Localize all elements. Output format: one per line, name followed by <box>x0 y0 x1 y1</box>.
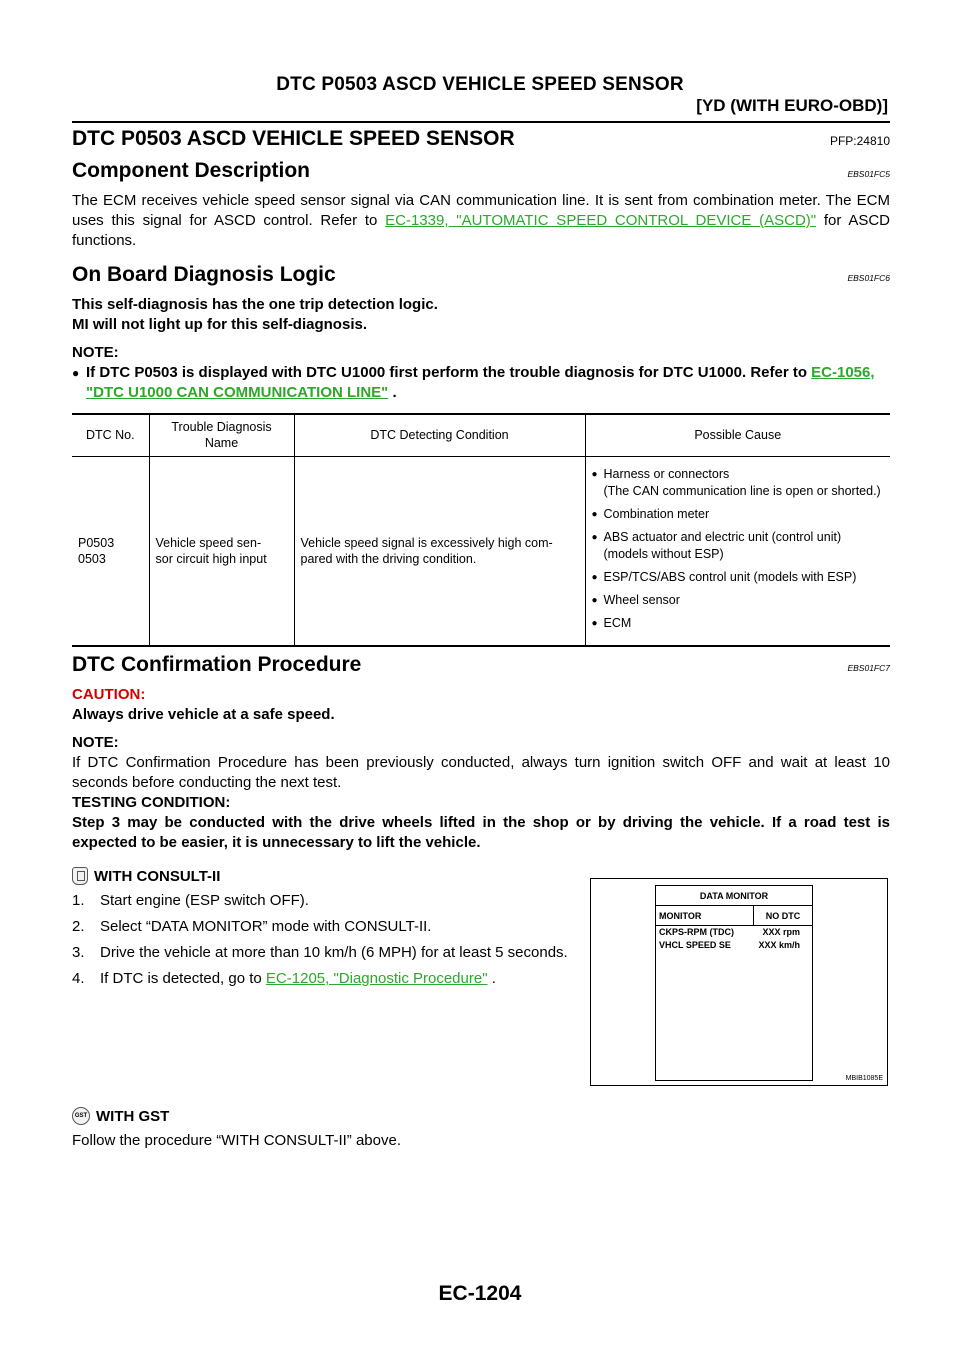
step-text <box>100 969 496 989</box>
list-item <box>592 466 885 500</box>
step-text: Select “DATA MONITOR” mode with CONSULT-II. <box>100 918 432 935</box>
section-part-code: PFP:24810 <box>829 134 890 148</box>
step4-text: If DTC is detected, go to <box>100 970 266 987</box>
list-item <box>592 529 885 563</box>
cause-text: ABS actuator and electric unit (control unit) (models without ESP) <box>603 530 842 562</box>
bullet-icon: ● <box>591 532 598 544</box>
testing-condition-text: Step 3 may be conducted with the drive wheels lifted in the shop or by driving the vehicle. If a road test is expected to be easier, it is unnecessary to lift the vehicle. <box>72 814 890 851</box>
list-item <box>72 969 578 989</box>
obd-note-after: . <box>388 384 397 401</box>
th-possible-cause: Possible Cause <box>585 414 890 456</box>
list-item <box>656 939 812 952</box>
list-item <box>592 506 885 523</box>
component-text-before: The ECM receives vehicle speed sensor signal via CAN communication line. It is sent from combination meter. The ECM uses this signal for ASCD control. Refer to <box>72 192 890 229</box>
header-rule <box>72 121 890 123</box>
monitor-value: XXX rpm <box>762 927 800 937</box>
obd-title <box>72 263 890 287</box>
obd-note-body <box>86 363 890 403</box>
testing-condition-label: TESTING CONDITION: <box>72 794 231 811</box>
section-title <box>72 127 890 151</box>
component-text <box>72 191 890 251</box>
component-text-after: for ASCD functions. <box>72 212 890 249</box>
section-title-text: DTC P0503 ASCD VEHICLE SPEED SENSOR <box>72 127 515 150</box>
component-title <box>72 159 890 183</box>
confirmation-note-label: NOTE: <box>72 734 119 751</box>
cause-text: Wheel sensor <box>603 593 680 608</box>
consult-tool-icon <box>72 867 88 885</box>
monitor-label: CKPS-RPM (TDC) <box>659 927 734 937</box>
bullet-icon: ● <box>591 509 598 521</box>
consult-steps <box>72 891 578 989</box>
screen-title: DATA MONITOR <box>656 886 812 906</box>
confirmation-code: EBS01FC7 <box>847 663 890 673</box>
table-row <box>72 456 890 646</box>
figure-id: MBIB1085E <box>845 1075 883 1082</box>
page-number: EC-1204 <box>438 1282 522 1305</box>
consult-screen <box>655 885 813 1081</box>
obd-code: EBS01FC6 <box>847 273 890 283</box>
bullet-icon: ● <box>591 469 598 481</box>
data-monitor-figure <box>590 878 888 1086</box>
cause-text: ESP/TCS/ABS control unit (models with ESP) <box>603 570 857 585</box>
caution-label: CAUTION: <box>72 686 146 703</box>
gst-tool-icon: GST <box>72 1107 90 1125</box>
obd-line1: This self-diagnosis has the one trip detection logic. <box>72 296 438 313</box>
step-number: 4. <box>72 970 85 987</box>
obd-note-item <box>72 363 890 403</box>
cause-text: Combination meter <box>603 507 710 522</box>
list-item <box>72 917 578 937</box>
step-text: Drive the vehicle at more than 10 km/h (6 MPH) for at least 5 seconds. <box>100 944 568 961</box>
list-item <box>72 891 578 911</box>
step4-after: . <box>487 970 496 987</box>
th-dtc-no: DTC No. <box>85 428 135 443</box>
obd-note-link[interactable]: EC-1056, "DTC U1000 CAN COMMUNICATION LINE" <box>86 364 875 401</box>
step-number: 1. <box>72 892 85 909</box>
monitor-label: VHCL SPEED SE <box>659 940 731 950</box>
component-link[interactable]: EC-1339, "AUTOMATIC SPEED CONTROL DEVICE (ASCD)" <box>385 212 817 229</box>
obd-note-label: NOTE: <box>72 344 119 361</box>
cell-dtc-no: P0503 0503 <box>78 535 115 566</box>
cause-list <box>592 466 885 632</box>
component-code: EBS01FC5 <box>847 169 890 179</box>
bullet-icon: ● <box>72 366 80 380</box>
step-number: 2. <box>72 918 85 935</box>
obd-title-text: On Board Diagnosis Logic <box>72 263 336 286</box>
list-item <box>592 615 885 632</box>
confirmation-title <box>72 653 890 677</box>
cause-text: Harness or connectors (The CAN communication line is open or shorted.) <box>603 467 881 499</box>
list-item <box>592 569 885 586</box>
component-title-text: Component Description <box>72 159 311 182</box>
cause-text: ECM <box>603 616 632 631</box>
confirmation-title-text: DTC Confirmation Procedure <box>72 653 362 676</box>
caution-text: Always drive vehicle at a safe speed. <box>72 706 335 723</box>
screen-header <box>656 906 812 926</box>
screen-col-monitor: MONITOR <box>656 906 754 925</box>
confirmation-note-text: If DTC Confirmation Procedure has been previously conducted, always turn ignition switch OFF and wait at least 10 seconds before conducting the next test. <box>72 754 890 791</box>
cell-diagnosis-name: Vehicle speed sen- sor circuit high input <box>149 456 294 646</box>
cell-possible-cause <box>585 456 890 646</box>
header-subtitle: [YD (WITH EURO-OBD)] <box>696 96 888 115</box>
bullet-icon: ● <box>591 572 598 584</box>
obd-note-text: If DTC P0503 is displayed with DTC U1000 first perform the trouble diagnosis for DTC U1000. Refer to <box>86 364 812 381</box>
obd-line2: MI will not light up for this self-diagnosis. <box>72 316 367 333</box>
consult-heading-text: WITH CONSULT-II <box>94 867 221 885</box>
step-number: 3. <box>72 944 85 961</box>
screen-col-status: NO DTC <box>765 910 801 921</box>
step-text: Start engine (ESP switch OFF). <box>100 892 309 909</box>
list-item <box>656 926 812 939</box>
gst-heading <box>72 1107 890 1125</box>
table-header-row <box>72 414 890 456</box>
list-item <box>72 943 578 963</box>
dtc-table <box>72 413 890 647</box>
cell-detecting-condition: Vehicle speed signal is excessively high com- pared with the driving condition. <box>294 456 585 646</box>
list-item <box>592 592 885 609</box>
gst-heading-text: WITH GST <box>96 1107 170 1125</box>
diagnostic-procedure-link[interactable]: EC-1205, "Diagnostic Procedure" <box>265 970 488 987</box>
monitor-value: XXX km/h <box>758 940 800 950</box>
gst-text: Follow the procedure “WITH CONSULT-II” above. <box>72 1132 401 1149</box>
header-title: DTC P0503 ASCD VEHICLE SPEED SENSOR <box>276 74 684 95</box>
bullet-icon: ● <box>591 618 598 630</box>
th-detecting-condition: DTC Detecting Condition <box>294 414 585 456</box>
bullet-icon: ● <box>591 595 598 607</box>
th-diagnosis-name: Trouble Diagnosis Name <box>149 414 294 456</box>
